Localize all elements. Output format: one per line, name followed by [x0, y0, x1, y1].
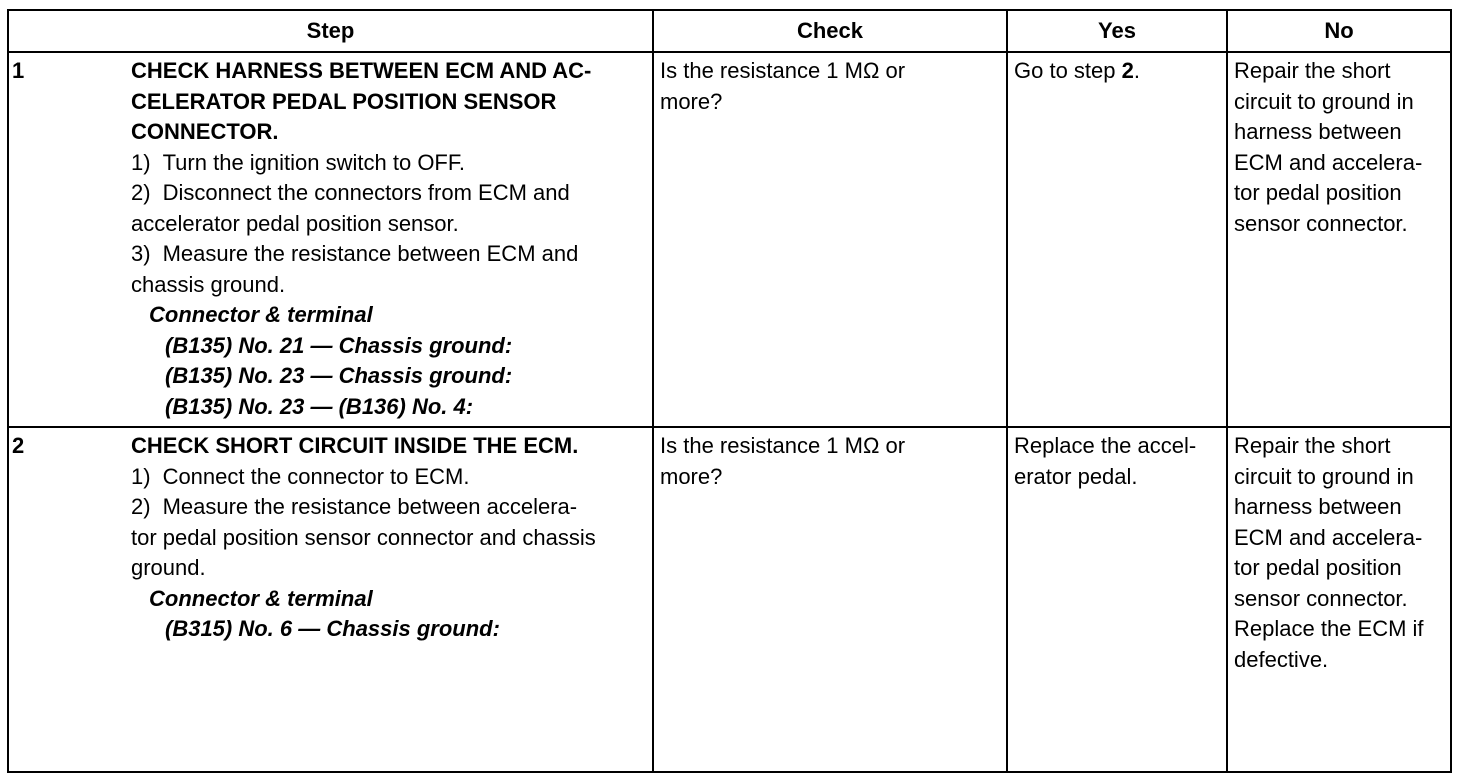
instruction-item: 2) Measure the resistance between accelera- tor pedal position sensor connector and chassis ground.: [131, 494, 596, 580]
connector-item: (B315) No. 6 — Chassis ground:: [165, 616, 500, 641]
header-row: [8, 10, 1451, 52]
step-title: CHECK HARNESS BETWEEN ECM AND AC- CELERATOR PEDAL POSITION SENSOR CONNECTOR.: [131, 58, 592, 144]
connector-item: (B135) No. 21 — Chassis ground:: [165, 332, 513, 358]
step-cell: [8, 427, 653, 772]
yes-cell: Go to step 2.: [1007, 52, 1227, 427]
header-no: No: [1227, 10, 1451, 52]
step-title: CHECK SHORT CIRCUIT INSIDE THE ECM.: [131, 433, 579, 458]
header-yes: Yes: [1007, 10, 1227, 52]
table-row: [8, 52, 1451, 427]
connector-label: Connector & terminal: [149, 302, 373, 327]
no-cell: Repair the short circuit to ground in harness between ECM and accelera- tor pedal position sensor connector. Replace the ECM if defective.: [1227, 427, 1451, 772]
connector-label: Connector & terminal: [149, 585, 373, 611]
step-number: 1: [12, 58, 25, 83]
instruction-item: 1) Connect the connector to ECM.: [131, 463, 470, 489]
diagnostic-table: [7, 9, 1452, 773]
yes-cell: Replace the accel- erator pedal.: [1007, 427, 1227, 772]
step-cell: [8, 52, 653, 427]
step-number: 2: [12, 433, 25, 458]
check-cell: Is the resistance 1 MΩ or more?: [653, 427, 1007, 772]
connector-item: (B135) No. 23 — (B136) No. 4:: [165, 393, 474, 419]
instruction-item: 1) Turn the ignition switch to OFF.: [131, 149, 465, 175]
header-step: Step: [8, 10, 653, 52]
step-reference: 2: [1121, 58, 1134, 83]
no-cell: Repair the short circuit to ground in harness between ECM and accelera- tor pedal position sensor connector.: [1227, 52, 1451, 427]
instruction-item: 2) Disconnect the connectors from ECM and accelerator pedal position sensor.: [131, 180, 570, 236]
instruction-item: 3) Measure the resistance between ECM and chassis ground.: [131, 241, 579, 297]
table-row: [8, 427, 1451, 772]
check-cell: Is the resistance 1 MΩ or more?: [653, 52, 1007, 427]
connector-item: (B135) No. 23 — Chassis ground:: [165, 363, 513, 388]
header-check: Check: [653, 10, 1007, 52]
